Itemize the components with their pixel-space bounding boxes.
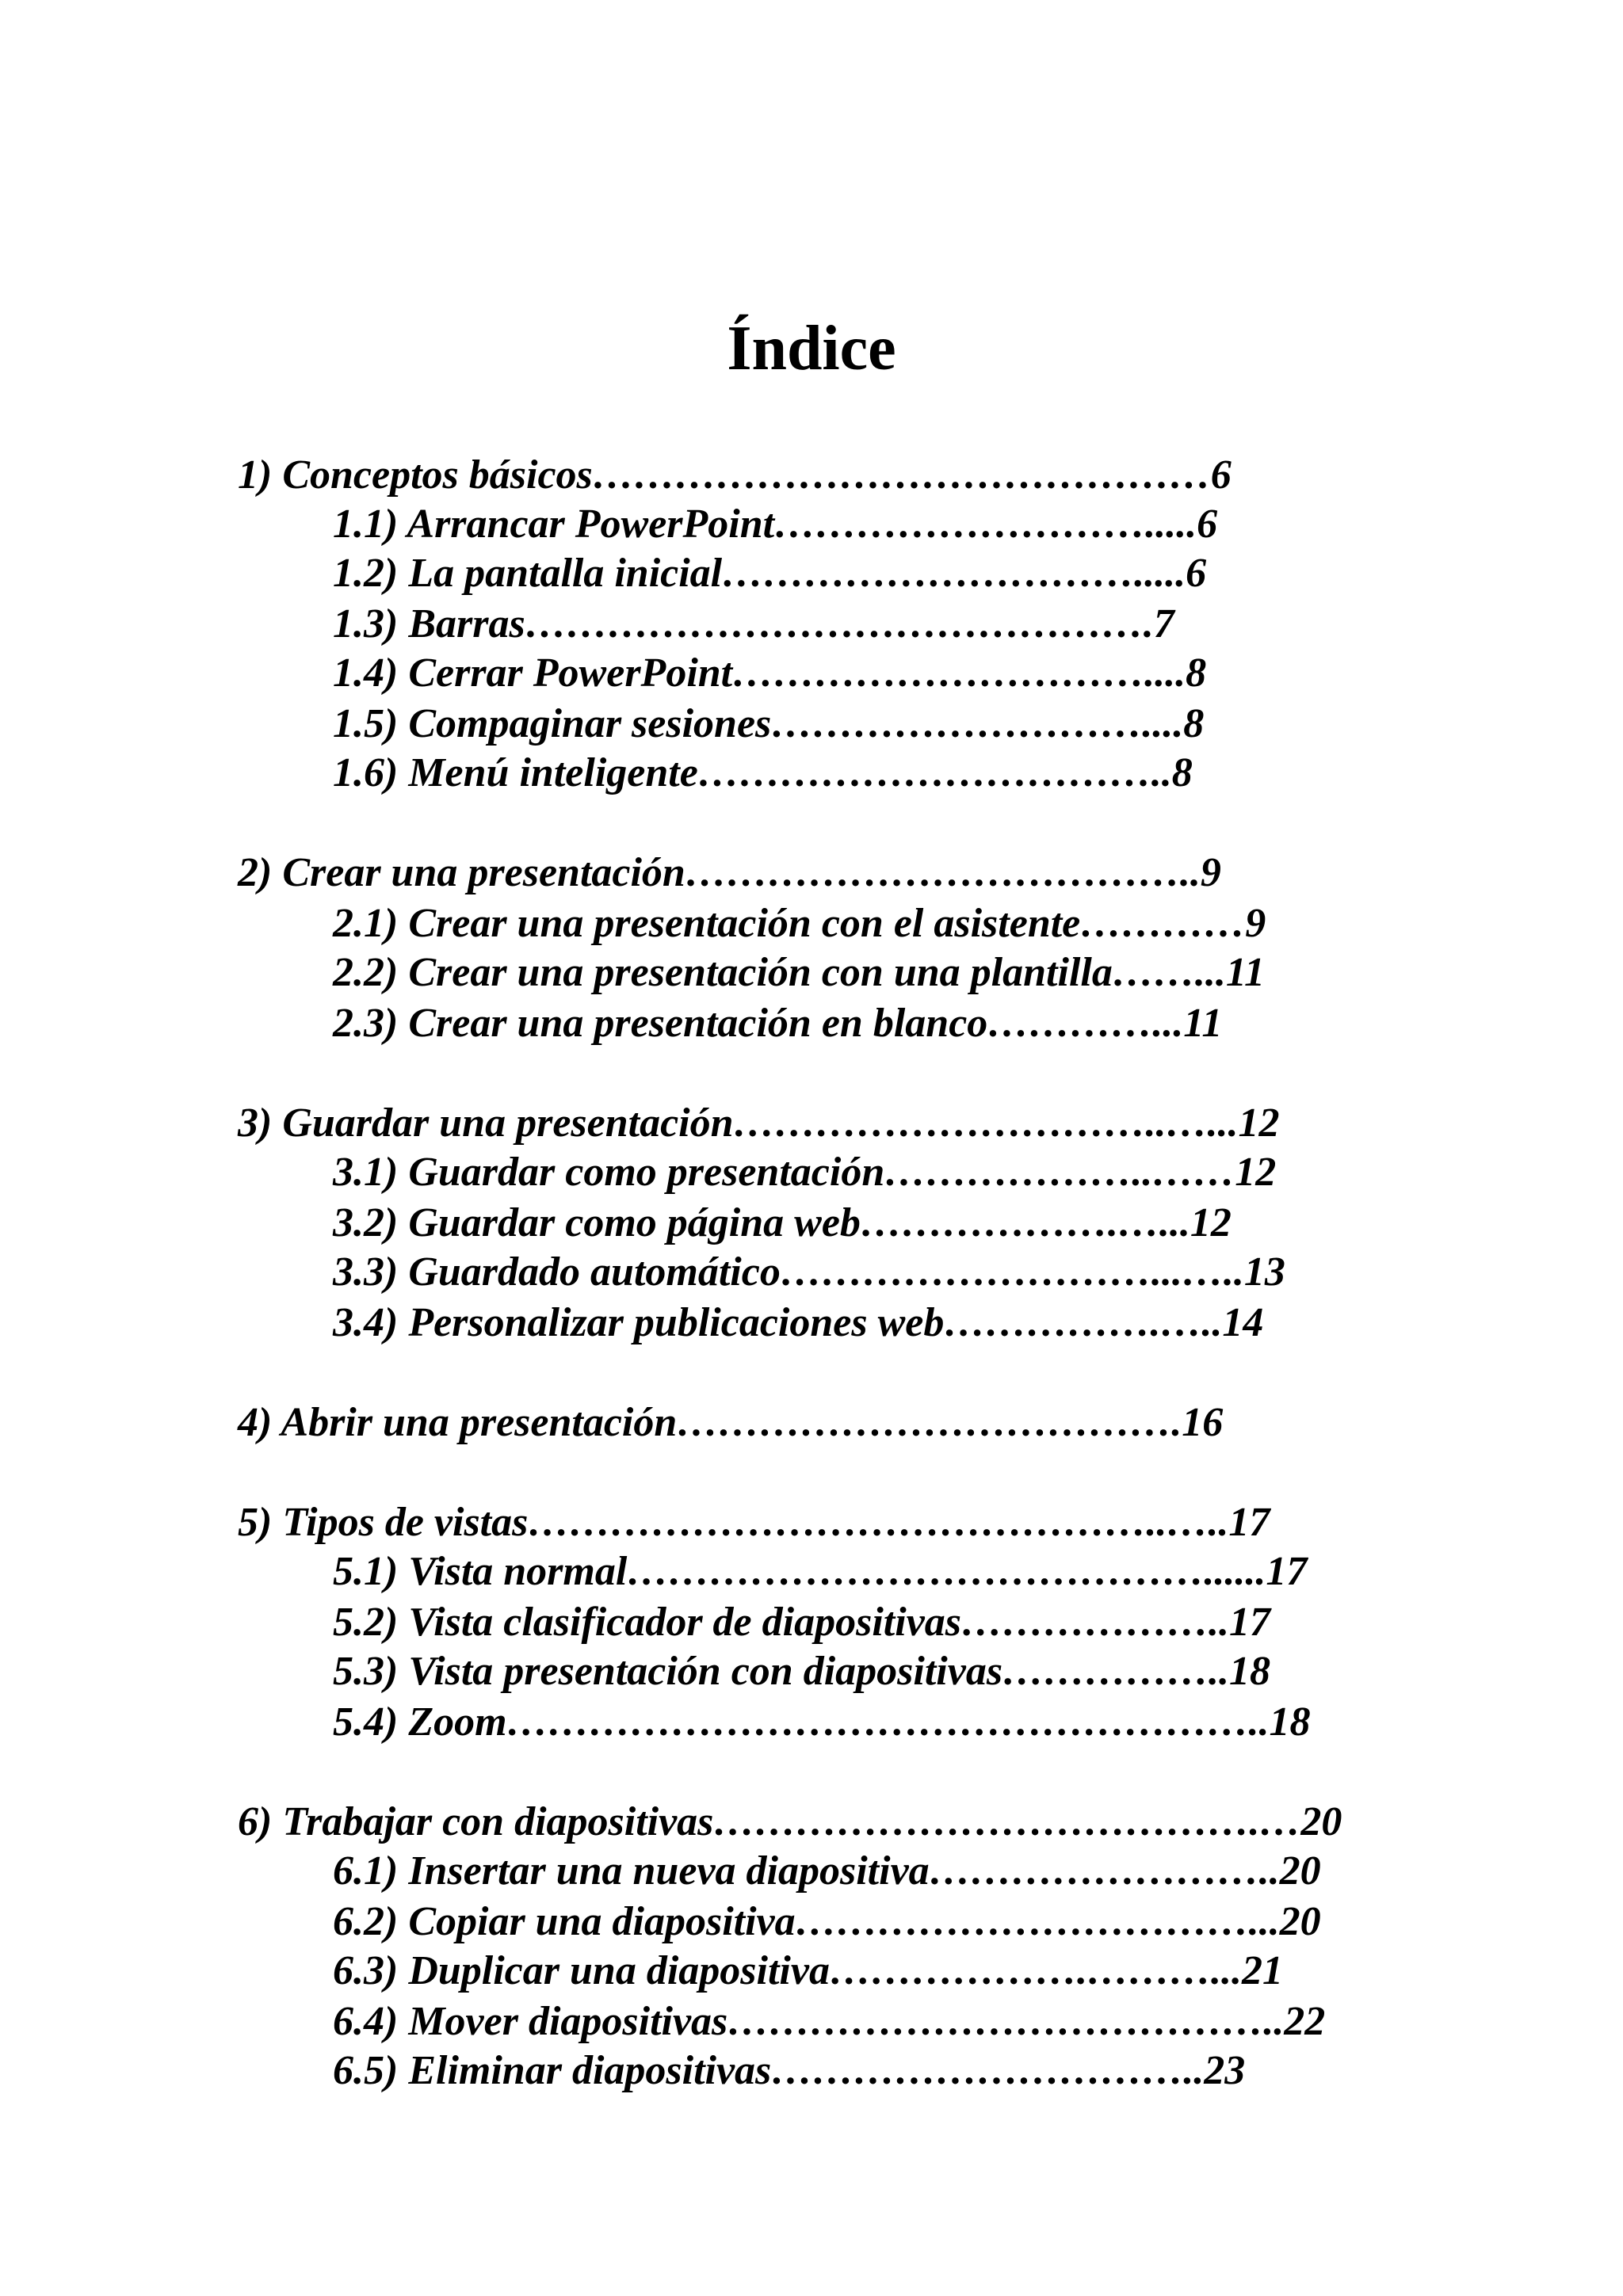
toc-subsection-2-1: 2.1) Crear una presentación con el asistente…………9 xyxy=(333,901,1266,946)
toc-subsection-3-4: 3.4) Personalizar publicaciones web…………….…..14 xyxy=(333,1300,1264,1345)
toc-subsection-6-3: 6.3) Duplicar una diapositiva……………….………...21 xyxy=(333,1948,1283,1993)
toc-subsection-3-1: 3.1) Guardar como presentación………………..……12 xyxy=(333,1150,1277,1195)
toc-subsection-1-5: 1.5) Compaginar sesiones………………………....8 xyxy=(333,701,1205,746)
toc-section-5: 5) Tipos de vistas………………………………………..…..17 xyxy=(238,1500,1270,1545)
toc-subsection-1-3: 1.3) Barras……………………………………….7 xyxy=(333,601,1174,646)
toc-subsection-6-5: 6.5) Eliminar diapositivas…………………………..23 xyxy=(333,2048,1246,2093)
toc-subsection-3-3: 3.3) Guardado automático………………………...…..13 xyxy=(333,1249,1285,1295)
toc-section-4: 4) Abrir una presentación……………………………….16 xyxy=(238,1400,1224,1445)
toc-subsection-6-4: 6.4) Mover diapositivas…………………………………..22 xyxy=(333,1999,1326,2044)
toc-section-6: 6) Trabajar con diapositivas………………………………….…20 xyxy=(238,1799,1342,1844)
toc-subsection-1-2: 1.2) La pantalla inicial………………………….....6 xyxy=(333,551,1207,596)
toc-subsection-3-2: 3.2) Guardar como página web……………….…...12 xyxy=(333,1200,1232,1245)
toc-subsection-5-2: 5.2) Vista clasificador de diapositivas………………..17 xyxy=(333,1600,1270,1645)
toc-subsection-6-2: 6.2) Copiar una diapositiva……………………………...20 xyxy=(333,1899,1321,1944)
toc-subsection-1-6: 1.6) Menú inteligente……………………………..8 xyxy=(333,750,1193,795)
toc-subsection-1-4: 1.4) Cerrar PowerPoint…………………………....8 xyxy=(333,650,1207,696)
toc-subsection-6-1: 6.1) Insertar una nueva diapositiva……………………..20 xyxy=(333,1848,1321,1894)
toc-subsection-5-3: 5.3) Vista presentación con diapositivas……………..18 xyxy=(333,1649,1271,1694)
toc-section-3: 3) Guardar una presentación…………………………..…...12 xyxy=(238,1100,1280,1146)
toc-subsection-5-1: 5.1) Vista normal……………………………………......17 xyxy=(333,1549,1308,1594)
toc-subsection-2-2: 2.2) Crear una presentación con una plantilla……...11 xyxy=(333,950,1265,995)
toc-section-2: 2) Crear una presentación………………………………..9 xyxy=(238,850,1221,895)
toc-subsection-5-4: 5.4) Zoom………………………………………………..18 xyxy=(333,1699,1311,1745)
page-title: Índice xyxy=(727,314,896,383)
toc-section-1: 1) Conceptos básicos………………………………………6 xyxy=(238,452,1232,498)
toc-subsection-1-1: 1.1) Arrancar PowerPoint……………………….....6 xyxy=(333,502,1218,547)
toc-subsection-2-3: 2.3) Crear una presentación en blanco…………...11 xyxy=(333,1001,1223,1046)
